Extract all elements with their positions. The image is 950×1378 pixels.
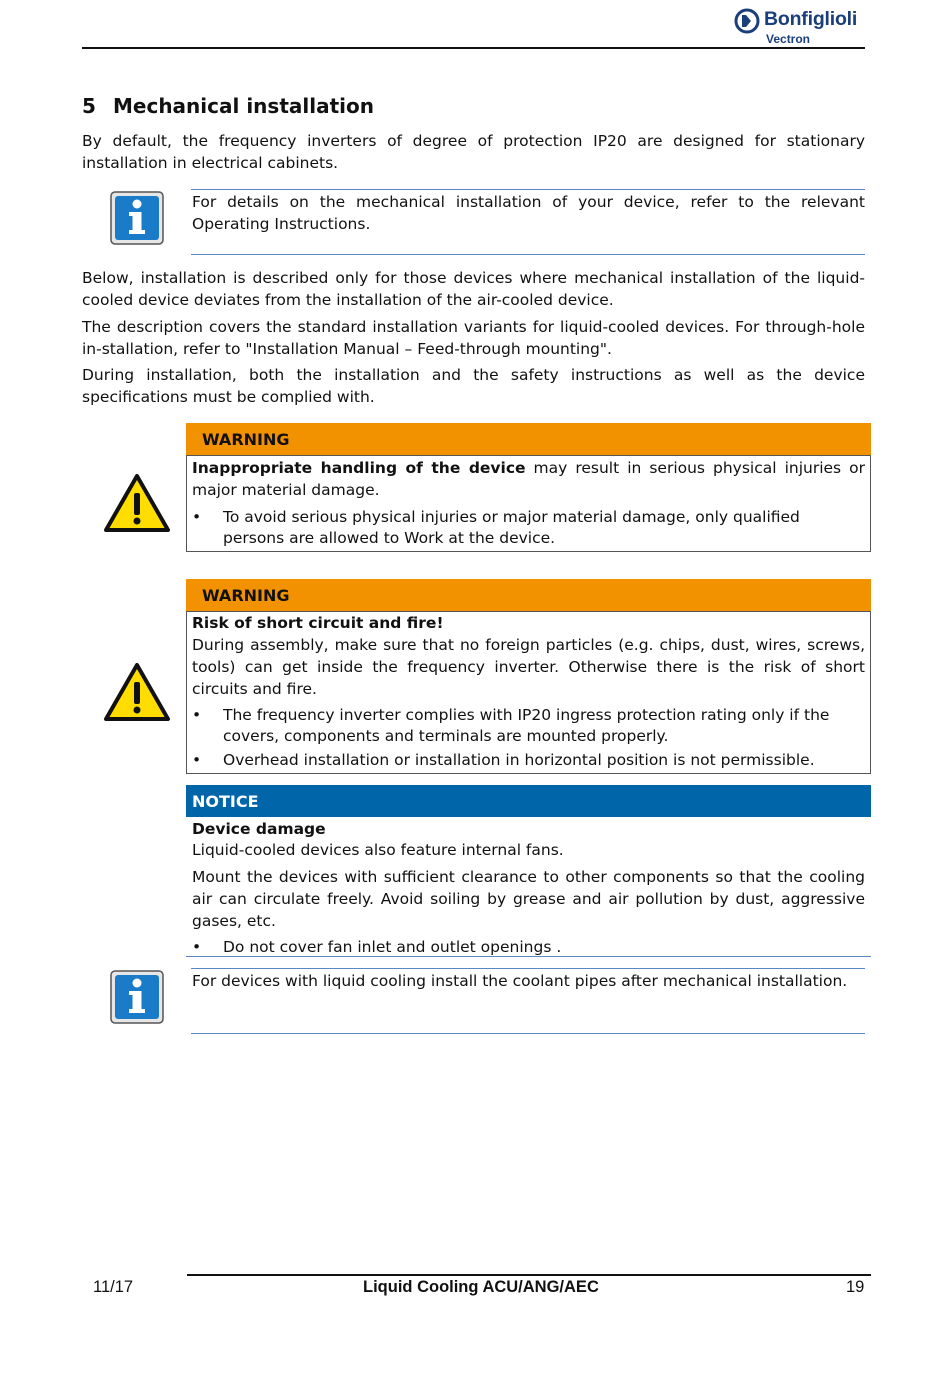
warning2-bullet-2-text: Overhead installation or installation in horizontal position is not permissible. <box>223 751 815 769</box>
warning2-title: Risk of short circuit and fire! <box>192 614 444 632</box>
notice-text-2: Mount the devices with sufficient clearance to other components so that the cooling air can circulate freely. Avoid soiling by grease and air pollution by dust, aggressive gases, etc. <box>192 868 865 930</box>
section-title: Mechanical installation <box>113 94 374 118</box>
notice-header: NOTICE <box>186 785 871 817</box>
paragraph-4: During installation, both the installation and the safety instructions as well as the device specifications must be complied with. <box>82 366 865 406</box>
bonfiglioli-logo <box>734 6 866 48</box>
warning1-lead-bold: Inappropriate handling of the device <box>192 459 526 477</box>
bullet-dot: • <box>192 508 202 526</box>
warning1-bullet-text: To avoid serious physical injuries or major material damage, only qualified persons are allowed to Work at the device. <box>223 508 800 547</box>
logo-name: Bonfiglioli <box>764 8 858 30</box>
info2-top-rule <box>191 968 865 969</box>
notice-title: Device damage <box>192 820 326 838</box>
info2-text: For devices with liquid cooling install the coolant pipes after mechanical installation. <box>192 972 848 990</box>
info1-bottom-rule <box>191 254 865 255</box>
footer-date: 11/17 <box>93 1278 134 1296</box>
notice-text-1: Liquid-cooled devices also feature internal fans. <box>192 841 564 859</box>
intro-paragraph: By default, the frequency inverters of degree of protection IP20 are designed for stationary installation in electrical cabinets. <box>82 132 865 172</box>
info1-top-rule <box>191 189 865 190</box>
warning2-text: During assembly, make sure that no foreign particles (e.g. chips, dust, wires, screws, tools) can get inside the frequency inverter. Otherwise there is the risk of short circuits and fire. <box>192 636 865 698</box>
bullet-dot: • <box>192 751 202 769</box>
bullet-dot: • <box>192 706 202 724</box>
footer-rule <box>187 1274 871 1276</box>
warning-triangle-icon <box>103 473 171 533</box>
notice-bottom-rule <box>186 956 871 957</box>
paragraph-3: The description covers the standard installation variants for liquid-cooled devices. For through-hole in-stallation, refer to "Installation Manual – Feed-through mounting". <box>82 318 865 358</box>
warning1-lead-rest: may result in serious physical injuries or major material damage. <box>192 459 865 499</box>
info2-bottom-rule <box>191 1033 865 1034</box>
paragraph-2: Below, installation is described only for those devices where mechanical installation of the liquid-cooled device deviates from the installation of the air-cooled device. <box>82 269 865 309</box>
page-number: 19 <box>846 1278 865 1296</box>
warning1-lead <box>192 457 865 501</box>
logo-sub: Vectron <box>766 32 811 46</box>
info1-text: For details on the mechanical installation of your device, refer to the relevant Operating Instructions. <box>192 193 865 233</box>
info-icon <box>110 191 164 245</box>
section-number: 5 <box>82 94 96 118</box>
warning1-header: WARNING <box>186 423 871 455</box>
info-icon <box>110 970 164 1024</box>
bullet-dot: • <box>192 938 202 956</box>
warning-triangle-icon <box>103 662 171 722</box>
logo-mark-icon <box>734 8 760 34</box>
footer-title: Liquid Cooling ACU/ANG/AEC <box>363 1278 599 1296</box>
section-heading <box>82 94 374 118</box>
notice-bullet-text: Do not cover fan inlet and outlet openings . <box>223 938 562 956</box>
header-rule <box>82 47 865 49</box>
warning2-bullet-1-text: The frequency inverter complies with IP20 ingress protection rating only if the covers, components and terminals are mounted properly. <box>223 706 830 745</box>
warning2-header: WARNING <box>186 579 871 611</box>
